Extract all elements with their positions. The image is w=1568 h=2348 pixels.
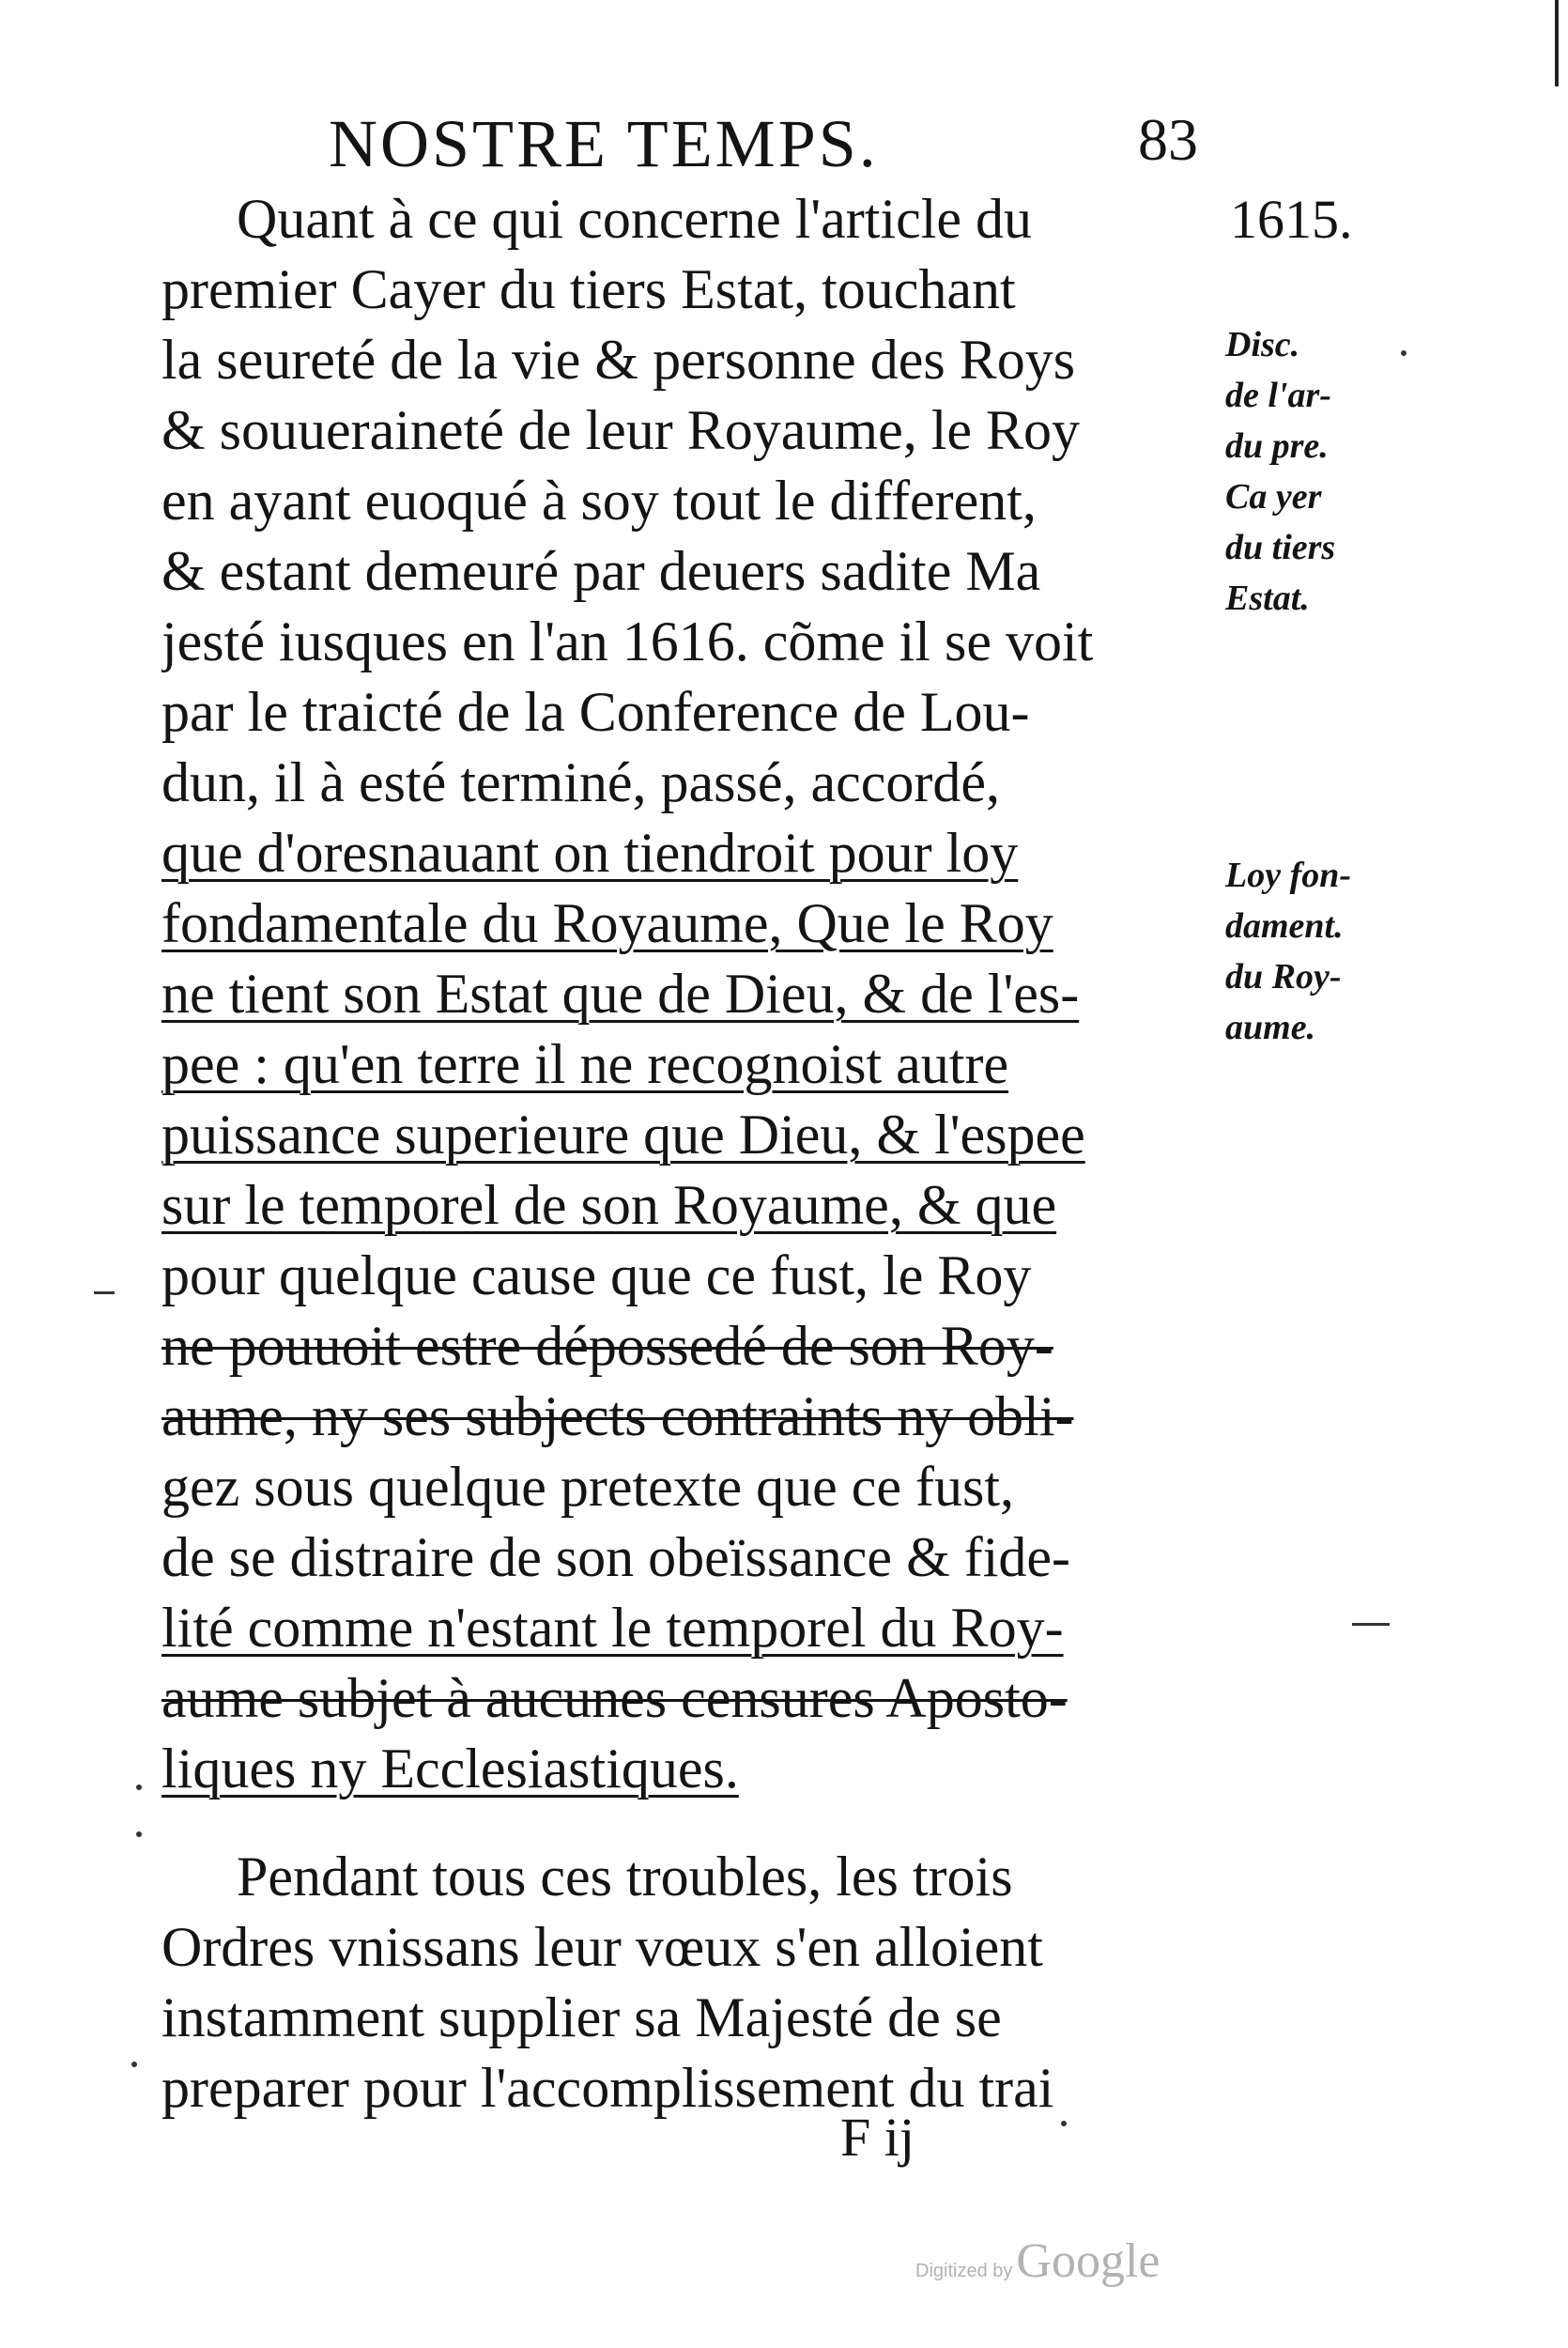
text-line: par le traicté de la Conference de Lou- (161, 681, 1030, 743)
margin-dash-mark (94, 1291, 115, 1294)
text-line: dun, il à esté terminé, passé, accordé, (161, 751, 1000, 813)
margin-note-line: dament. (1225, 906, 1344, 946)
margin-note-fundamental-law (1225, 850, 1351, 1053)
margin-note-line: Loy fon- (1225, 856, 1352, 895)
body-text (161, 184, 1204, 2124)
text-line: premier Cayer du tiers Estat, touchant (161, 258, 1016, 320)
margin-note-line: du pre. (1225, 426, 1329, 466)
ink-speck (136, 1831, 142, 1837)
digitized-watermark (915, 2233, 1160, 2289)
underlined-line: puissance superieure que Dieu, & l'espee (161, 1104, 1085, 1166)
text-line: la seureté de la vie & personne des Roys (161, 329, 1076, 391)
watermark-prefix: Digitized by (915, 2261, 1013, 2281)
page-edge-rule (1555, 0, 1559, 86)
text-line: jesté iusques en l'an 1616. cõme il se voit (161, 610, 1094, 672)
text-line: preparer pour l'accomplissement du trai (161, 2057, 1054, 2119)
running-title: NOSTRE TEMPS. (329, 106, 879, 181)
text-line: Quant à ce qui concerne l'article du (237, 188, 1033, 250)
underlined-line: lité comme n'estant le temporel du Roy- (161, 1597, 1064, 1659)
paragraph-gap (161, 1804, 1204, 1842)
struck-line: aume, ny ses subjects contraints ny obli- (161, 1385, 1074, 1447)
margin-dash-mark (1352, 1623, 1390, 1626)
margin-note-line: Estat. (1225, 579, 1310, 618)
text-line: instamment supplier sa Majesté de se (161, 1986, 1002, 2048)
margin-note-line: aume. (1225, 1008, 1316, 1047)
margin-note-line: du Roy- (1225, 957, 1342, 996)
struck-line: aume subjet à aucunes censures Aposto- (161, 1667, 1068, 1729)
text-line: & souueraineté de leur Royaume, le Roy (161, 399, 1081, 461)
margin-note-line: Disc. (1225, 325, 1300, 364)
text-line: Pendant tous ces troubles, les trois (237, 1846, 1013, 1908)
underlined-line: que d'oresnauant on tiendroit pour loy (161, 822, 1019, 884)
signature-mark: F ij (840, 2107, 915, 2168)
ink-speck (1061, 2121, 1067, 2126)
text-line: en ayant euoqué à soy tout le different, (161, 470, 1037, 532)
margin-note-line: Ca yer (1225, 477, 1322, 517)
text-line: de se distraire de son obeïssance & fide- (161, 1526, 1070, 1588)
watermark-brand: Google (1016, 2234, 1161, 2288)
page-number: 83 (1138, 106, 1198, 173)
page-header (319, 105, 1211, 180)
margin-note-discourse (1225, 319, 1335, 624)
ink-speck (136, 1784, 142, 1790)
text-line: Ordres vnissans leur vœux s'en alloient (161, 1916, 1043, 1978)
margin-note-line: du tiers (1225, 528, 1336, 567)
text-line: gez sous quelque pretexte que ce fust, (161, 1456, 1014, 1518)
struck-line: ne pouuoit estre dépossedé de son Roy- (161, 1315, 1053, 1377)
ink-speck (131, 2062, 137, 2067)
underlined-line: pee : qu'en terre il ne recognoist autre (161, 1033, 1009, 1095)
text-line: & estant demeuré par deuers sadite Ma (161, 540, 1041, 602)
margin-year: 1615. (1230, 189, 1353, 250)
ink-speck (1401, 350, 1407, 356)
underlined-line: ne tient son Estat que de Dieu, & de l'es- (161, 963, 1080, 1025)
underlined-line: sur le temporel de son Royaume, & que (161, 1174, 1057, 1236)
text-line: pour quelque cause que ce fust, le Roy (161, 1244, 1032, 1306)
underlined-line: liques ny Ecclesiastiques. (161, 1738, 739, 1800)
underlined-line: fondamentale du Royaume, Que le Roy (161, 892, 1053, 954)
margin-note-line: de l'ar- (1225, 376, 1331, 415)
